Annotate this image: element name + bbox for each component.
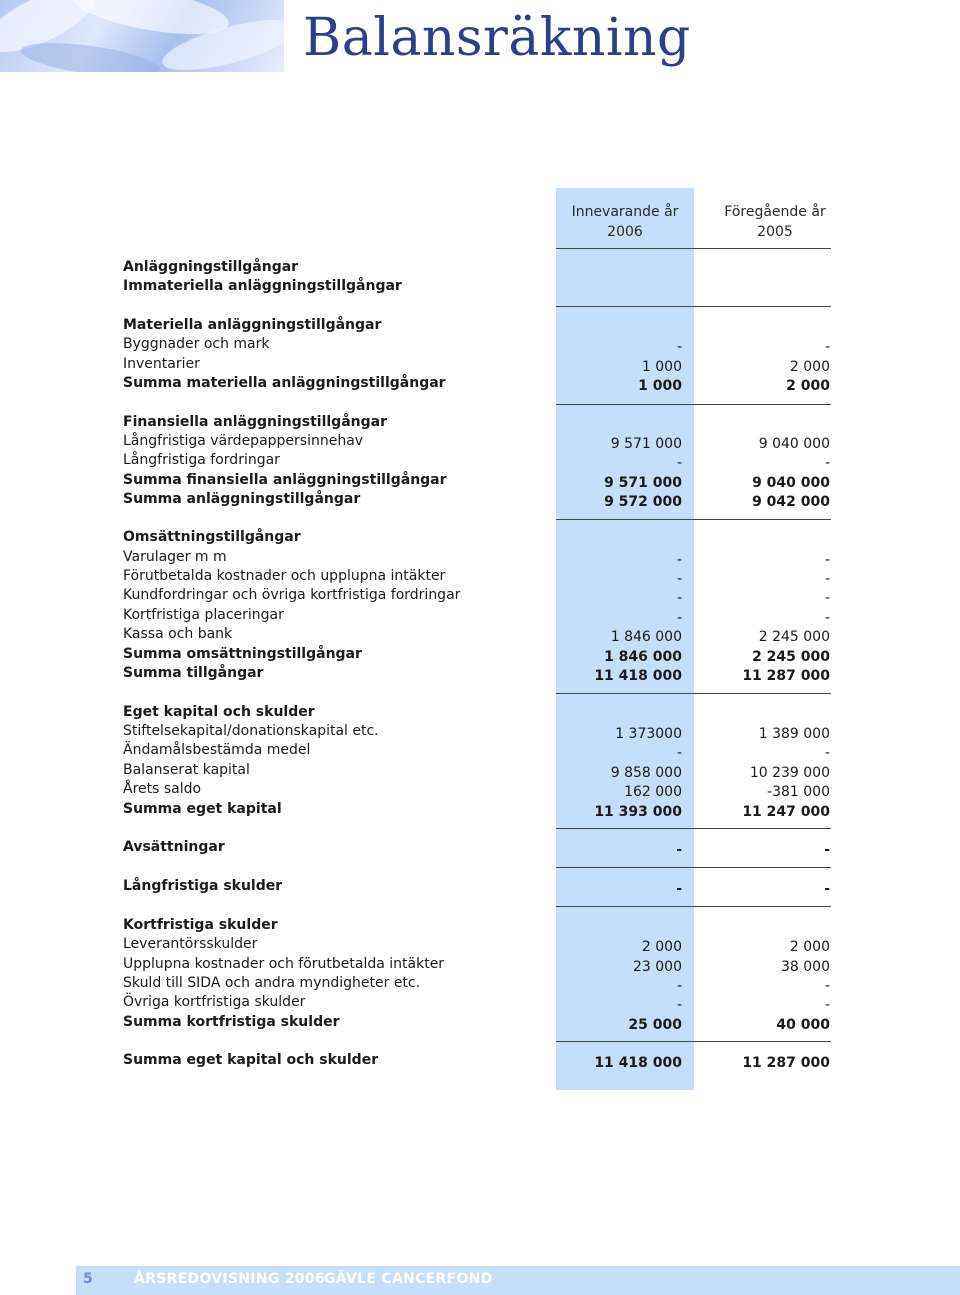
table-row [0,258,960,277]
value-previous: 2 000 [789,939,830,955]
value-current: 11 418 000 [594,668,682,684]
table-row [0,567,960,586]
value-previous: 11 247 000 [742,804,830,820]
row-label: Summa tillgångar [123,665,264,681]
value-current: 25 000 [628,1017,682,1033]
value-previous: - [824,842,830,858]
value-current: - [676,997,682,1013]
divider-line [556,306,831,307]
row-label: Immateriella anläggningstillgångar [123,278,402,294]
value-current: - [676,842,682,858]
row-label: Avsättningar [123,839,225,855]
divider-line [556,828,831,829]
value-current: - [676,978,682,994]
row-label: Byggnader och mark [123,336,270,352]
column-header-current-year: 2006 [607,224,643,240]
page-footer [76,1266,960,1295]
value-current: 23 000 [633,959,682,975]
value-current: 9 571 000 [604,475,682,491]
row-label: Varulager m m [123,549,227,565]
value-current: 2 000 [641,939,682,955]
value-previous: - [824,590,830,606]
value-current: 1 000 [641,359,682,375]
table-row [0,664,960,683]
row-label: Omsättningstillgångar [123,529,301,545]
value-current: 1 846 000 [604,649,682,665]
row-label: Finansiella anläggningstillgångar [123,414,387,430]
footer-report-title: ÅRSREDOVISNING 2006 [134,1271,325,1287]
value-previous: 38 000 [781,959,830,975]
table-row [0,974,960,993]
table-row [0,877,960,896]
divider-line [556,906,831,907]
value-current: - [676,745,682,761]
value-previous: - [824,339,830,355]
value-previous: 2 000 [789,359,830,375]
table-row [0,586,960,605]
value-previous: 11 287 000 [742,668,830,684]
table-row [0,432,960,451]
value-previous: - [824,881,830,897]
row-label: Förutbetalda kostnader och upplupna intäkter [123,568,446,584]
table-row [0,316,960,335]
value-previous: 2 245 000 [752,649,830,665]
table-row [0,528,960,547]
table-row [0,625,960,644]
row-label: Kassa och bank [123,626,233,642]
value-previous: 1 389 000 [758,726,830,742]
table-row [0,355,960,374]
table-row [0,703,960,722]
table-row [0,277,960,296]
page-number: 5 [83,1271,93,1287]
divider-line [556,248,831,249]
row-label: Kundfordringar och övriga kortfristiga fordringar [123,587,461,603]
value-previous: - [824,552,830,568]
row-label: Kortfristiga skulder [123,917,278,933]
value-current: 9 571 000 [610,436,682,452]
row-label: Långfristiga värdepappersinnehav [123,433,364,449]
header-flower-image [0,0,284,72]
value-current: 1 000 [638,378,682,394]
value-previous: - [824,997,830,1013]
row-label: Balanserat kapital [123,762,250,778]
value-current: 162 000 [624,784,682,800]
row-label: Summa anläggningstillgångar [123,491,361,507]
table-row [0,451,960,470]
page-title: Balansräkning [303,8,691,68]
value-current: 9 858 000 [610,765,682,781]
value-current: 1 846 000 [610,629,682,645]
value-previous: 9 040 000 [758,436,830,452]
value-current: - [676,590,682,606]
row-label: Leverantörsskulder [123,936,258,952]
table-row [0,645,960,664]
value-current: - [676,571,682,587]
value-current: 11 418 000 [594,1055,682,1071]
table-row [0,413,960,432]
value-current: 9 572 000 [604,494,682,510]
row-label: Anläggningstillgångar [123,259,299,275]
table-row [0,471,960,490]
value-current: - [676,552,682,568]
value-current: - [676,339,682,355]
value-previous: 2 000 [786,378,830,394]
table-row [0,1013,960,1032]
value-current: - [676,455,682,471]
row-label: Ändamålsbestämda medel [123,742,311,758]
value-previous: 11 287 000 [742,1055,830,1071]
table-row [0,761,960,780]
value-current: - [676,881,682,897]
table-row [0,1051,960,1070]
value-current: 1 373000 [615,726,682,742]
row-label: Summa finansiella anläggningstillgångar [123,472,447,488]
row-label: Stiftelsekapital/donationskapital etc. [123,723,379,739]
divider-line [556,404,831,405]
column-header-current-label: Innevarande år [571,204,679,220]
value-previous: -381 000 [767,784,830,800]
table-row [0,606,960,625]
row-label: Långfristiga skulder [123,878,283,894]
row-label: Materiella anläggningstillgångar [123,317,382,333]
table-row [0,335,960,354]
row-label: Summa eget kapital [123,801,282,817]
value-previous: - [824,610,830,626]
table-row [0,548,960,567]
table-row [0,993,960,1012]
column-header-current [556,202,694,242]
row-label: Kortfristiga placeringar [123,607,284,623]
table-row [0,741,960,760]
table-row [0,490,960,509]
value-previous: 2 245 000 [758,629,830,645]
column-header-previous [706,202,844,242]
value-previous: 9 042 000 [752,494,830,510]
table-row [0,935,960,954]
value-previous: 9 040 000 [752,475,830,491]
value-previous: - [824,745,830,761]
row-label: Årets saldo [123,781,202,797]
column-header-previous-label: Föregående år [724,204,826,220]
value-previous: - [824,571,830,587]
row-label: Upplupna kostnader och förutbetalda intäkter [123,956,445,972]
row-label: Summa kortfristiga skulder [123,1014,340,1030]
column-header-previous-year: 2005 [757,224,793,240]
value-previous: 40 000 [776,1017,830,1033]
table-row [0,722,960,741]
flower-petals-graphic [0,0,284,72]
value-previous: - [824,978,830,994]
divider-line [556,693,831,694]
value-previous: 10 239 000 [749,765,830,781]
row-label: Övriga kortfristiga skulder [123,994,306,1010]
row-label: Långfristiga fordringar [123,452,280,468]
table-row [0,374,960,393]
row-label: Inventarier [123,356,200,372]
row-label: Summa materiella anläggningstillgångar [123,375,446,391]
row-label: Skuld till SIDA och andra myndigheter etc. [123,975,421,991]
table-row [0,955,960,974]
divider-line [556,1041,831,1042]
value-current: 11 393 000 [594,804,682,820]
divider-line [556,519,831,520]
value-previous: - [824,455,830,471]
table-row [0,780,960,799]
row-label: Summa omsättningstillgångar [123,646,362,662]
table-row [0,800,960,819]
footer-organization: GÄVLE CANCERFOND [324,1271,493,1287]
table-row [0,838,960,857]
divider-line [556,867,831,868]
row-label: Summa eget kapital och skulder [123,1052,379,1068]
table-row [0,916,960,935]
row-label: Eget kapital och skulder [123,704,315,720]
value-current: - [676,610,682,626]
